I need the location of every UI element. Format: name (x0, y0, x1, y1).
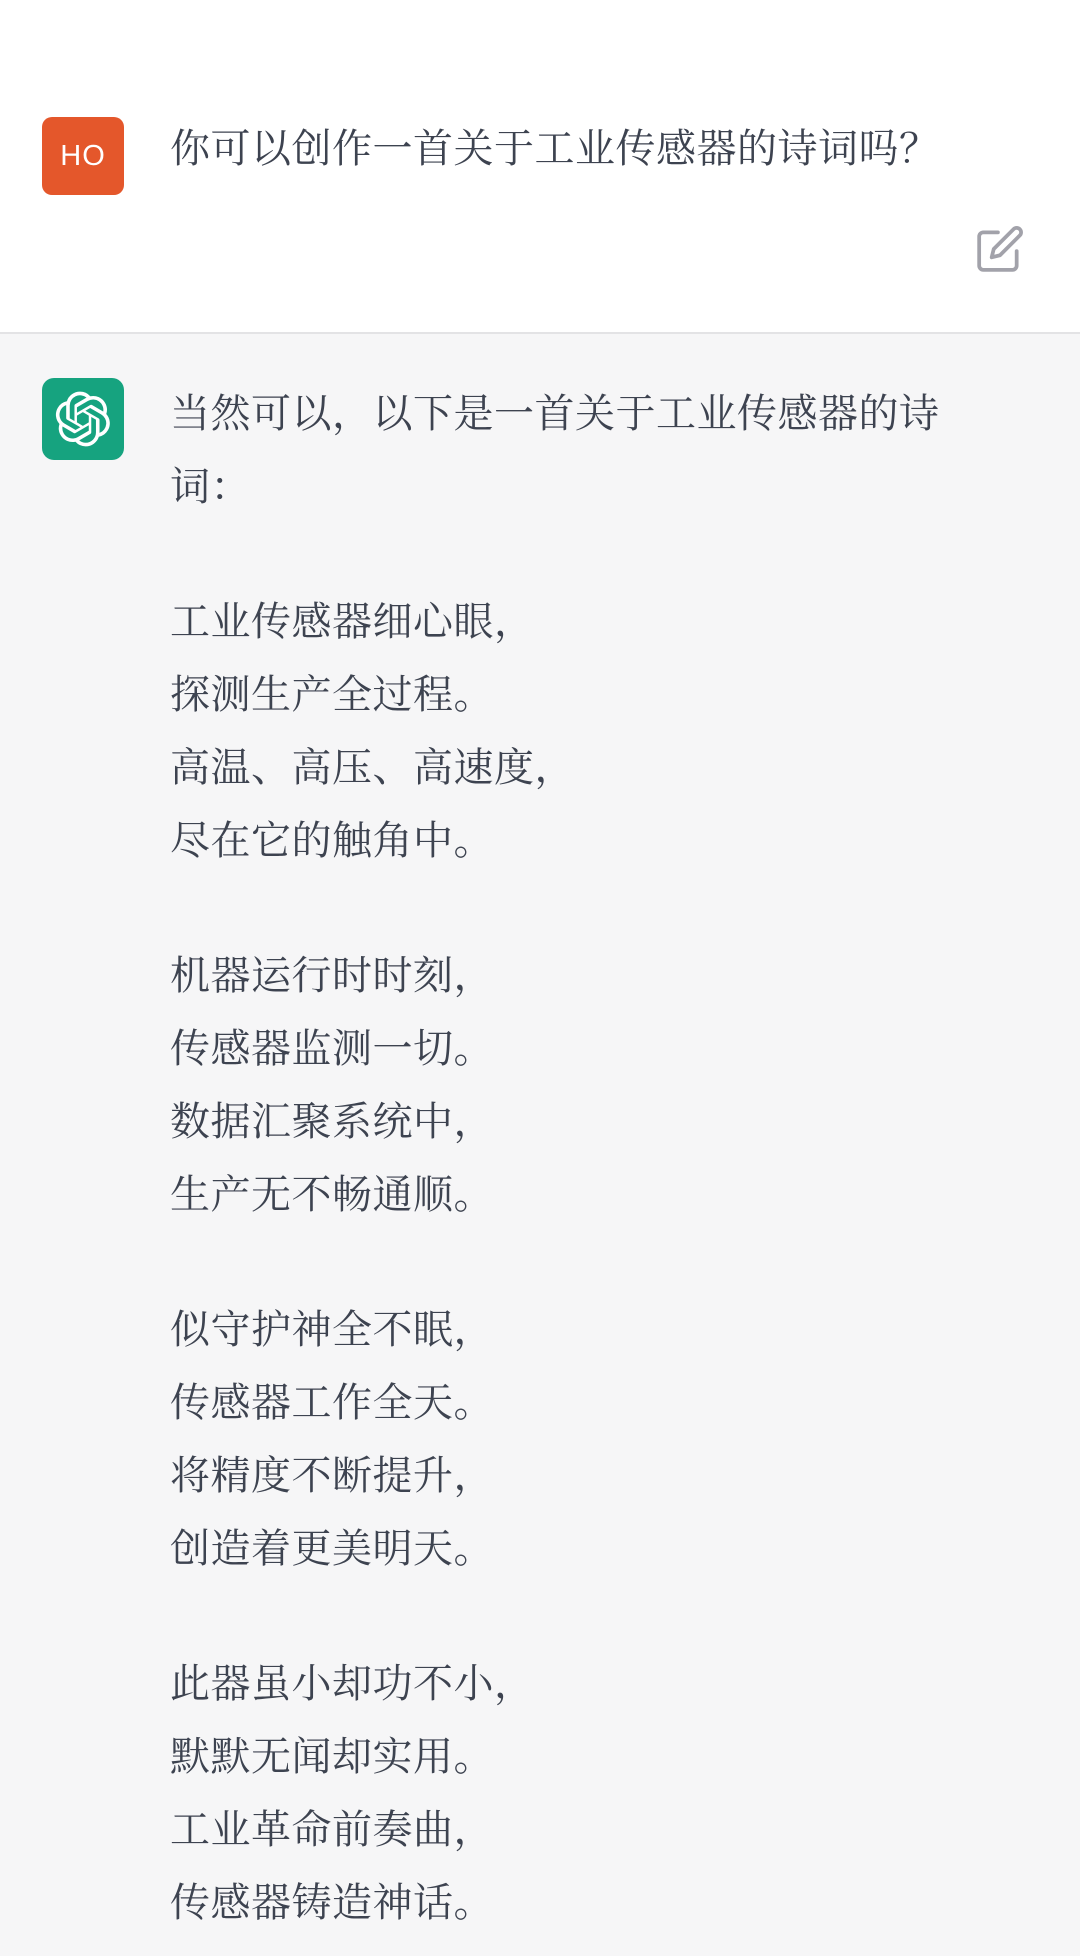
user-avatar (42, 117, 124, 195)
message-line: 数据汇聚系统中， (170, 1100, 494, 1144)
pencil-square-icon (975, 224, 1025, 274)
assistant-message (0, 334, 1080, 1956)
message-line: 当然可以，以下是一首关于工业传感器的诗 (170, 392, 940, 436)
assistant-message-text (170, 378, 940, 1940)
message-line: 词： (170, 465, 251, 509)
message-line: 机器运行时时刻， (170, 954, 494, 998)
message-line: 传感器铸造神话。 (170, 1881, 494, 1925)
message-paragraph (170, 940, 940, 1232)
user-message-text: 你可以创作一首关于工业传感器的诗词吗？ (170, 127, 940, 171)
message-line: 此器虽小却功不小， (170, 1662, 535, 1706)
message-paragraph (170, 378, 940, 524)
message-line: 将精度不断提升， (170, 1454, 494, 1498)
message-line: 创造着更美明天。 (170, 1527, 494, 1571)
message-line: 尽在它的触角中。 (170, 819, 494, 863)
message-line: 传感器工作全天。 (170, 1381, 494, 1425)
message-line: 工业革命前奏曲， (170, 1808, 494, 1852)
message-paragraph (170, 586, 940, 878)
user-message (0, 0, 1080, 332)
message-paragraph (170, 1294, 940, 1586)
message-line: 高温、高压、高速度， (170, 746, 575, 790)
message-line: 探测生产全过程。 (170, 673, 494, 717)
message-paragraph (170, 1648, 940, 1940)
message-line: 传感器监测一切。 (170, 1027, 494, 1071)
message-line: 似守护神全不眠， (170, 1308, 494, 1352)
message-line: 默默无闻却实用。 (170, 1735, 494, 1779)
openai-logo-icon (55, 391, 111, 447)
user-avatar-initials: HO (60, 139, 106, 172)
assistant-avatar (42, 378, 124, 460)
message-line: 生产无不畅通顺。 (170, 1173, 494, 1217)
message-line: 工业传感器细心眼， (170, 600, 535, 644)
edit-message-button[interactable] (975, 224, 1025, 274)
